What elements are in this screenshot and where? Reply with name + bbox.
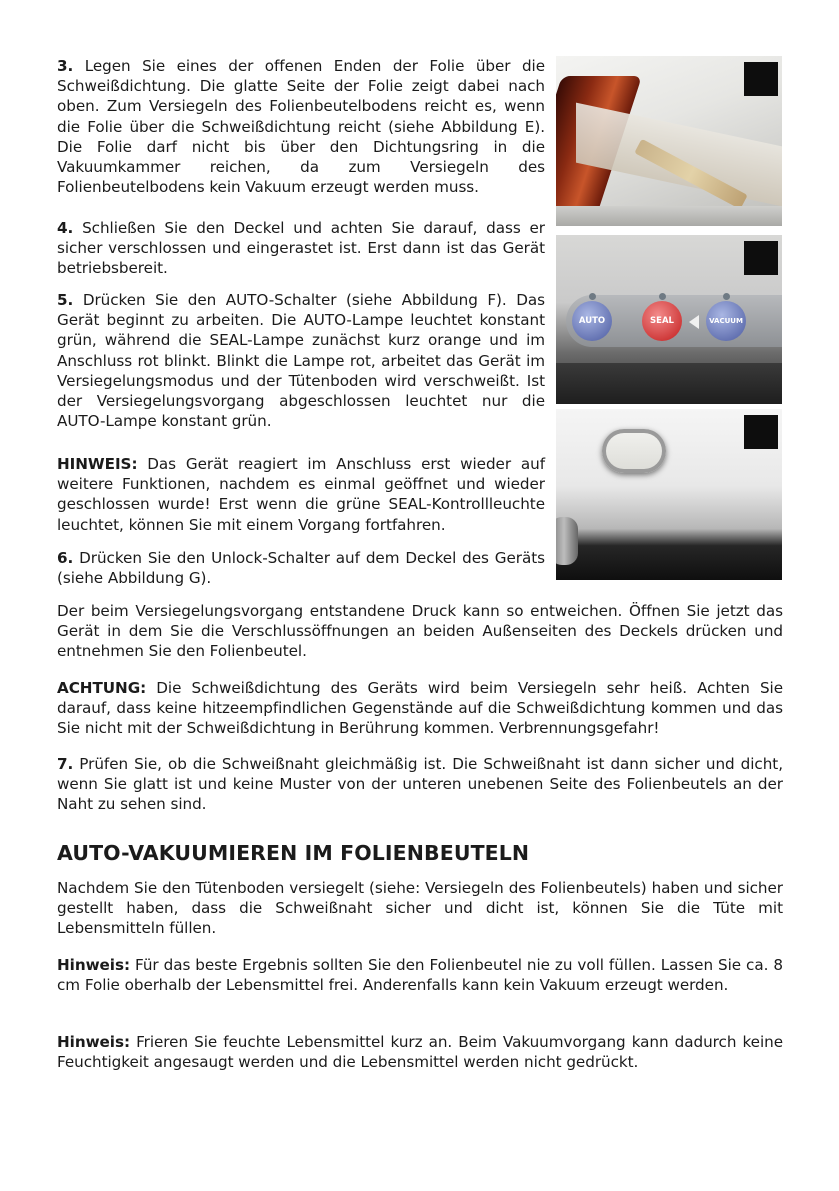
step-text: Drücken Sie den Unlock-Schalter auf dem Deckel des Geräts (siehe Abbildung G). — [57, 549, 545, 588]
auto-button-illustration: AUTO — [572, 301, 612, 341]
figure-f-control-panel — [556, 235, 782, 404]
hint-text: Für das beste Ergebnis sollten Sie den Folienbeutel nie zu voll füllen. Lassen Sie ca. 8 cm Folie oberhalb der Lebensmittel frei. Anderenfalls kann kein Vakuum erzeugt werden. — [57, 956, 783, 995]
step-text: Prüfen Sie, ob die Schweißnaht gleichmäßig ist. Die Schweißnaht ist dann sicher und dicht, wenn Sie glatt ist und keine Muster von der unteren unebenen Seite des Folienbeutels an der Naht zu sehen sind. — [57, 755, 783, 814]
warning-text: Die Schweißdichtung des Geräts wird beim Versiegeln sehr heiß. Achten Sie darauf, dass keine hitzeempfindlichen Gegenstände auf die Schweißdichtung kommen und das Sie nicht mit der Schweißdichtung in Berührung kommen. Verbrennungsgefahr! — [57, 679, 783, 738]
unlock-button-illustration — [602, 429, 666, 473]
step-number: 3. — [57, 57, 74, 75]
hint-paragraph-3 — [57, 1032, 783, 1072]
step-text: Drücken Sie den AUTO-Schalter (siehe Abbildung F). Das Gerät beginnt zu arbeiten. Die AUTO-Lampe leuchtet konstant grün, während die SEAL-Lampe zunächst kurz orange und im Anschluss rot blinkt. Blinkt die Lampe rot, arbeitet das Gerät im Versiegelungsmodus und der Tütenboden wird verschweißt. Ist der Versiegelungsvorgang abgeschlossen leuchtet nur die AUTO-Lampe konstant grün. — [57, 291, 546, 431]
step-text: Schließen Sie den Deckel und achten Sie darauf, dass er sicher verschlossen und eingerastet ist. Erst dann ist das Gerät betriebsbereit. — [57, 219, 545, 278]
figure-label-box — [744, 241, 778, 275]
seal-led-icon — [659, 293, 666, 300]
arrow-left-icon — [689, 315, 699, 329]
hint-text: Frieren Sie feuchte Lebensmittel kurz an. Beim Vakuumvorgang kann dadurch keine Feuchtigkeit angesaugt werden und die Lebensmittel werden nicht gedrückt. — [57, 1033, 783, 1072]
warning-paragraph — [57, 678, 783, 739]
hint-paragraph — [57, 454, 545, 535]
step-number: 6. — [57, 549, 74, 567]
step-6-continuation: Der beim Versiegelungsvorgang entstandene Druck kann so entweichen. Öffnen Sie jetzt das Gerät in dem Sie die Verschlussöffnungen an beiden Außenseiten des Deckels drücken und entnehmen Sie den Folienbeutel. — [57, 602, 783, 661]
vacuum-chamber-illustration — [576, 103, 782, 210]
step-number: 5. — [57, 291, 74, 309]
auto-led-icon — [589, 293, 596, 300]
step-number: 7. — [57, 755, 74, 773]
hint-text: Das Gerät reagiert im Anschluss erst wieder auf weitere Funktionen, nachdem es einmal geöffnet und wieder geschlossen wurde! Erst wenn die grüne SEAL-Kontrollleuchte leuchtet, können Sie mit einem Vorgang fortfahren. — [57, 455, 545, 534]
figure-e-sealing-bar — [556, 56, 782, 226]
hint-label: HINWEIS: — [57, 455, 138, 473]
figure-label-box — [744, 415, 778, 449]
warning-label: ACHTUNG: — [57, 679, 147, 697]
seal-button-illustration: SEAL — [642, 301, 682, 341]
step-text: Legen Sie eines der offenen Enden der Folie über die Schweißdichtung. Die glatte Seite der Folie zeigt dabei nach oben. Zum Versiegeln des Folienbeutelbodens reicht es, wenn die Folie über die Schweißdichtung reicht (siehe Abbildung E). Die Folie darf nicht bis über den Dichtungsring in die Vakuumkammer reichen, da zum Versiegeln des Folienbeutelbodens kein Vakuum erzeugt werden muss. — [57, 57, 545, 197]
vacuum-button-illustration: VACUUM — [706, 301, 746, 341]
hint-label: Hinweis: — [57, 1033, 130, 1051]
step-3-paragraph — [57, 56, 545, 197]
figure-g-unlock-button — [556, 409, 782, 580]
device-edge-illustration — [556, 206, 782, 226]
side-latch-illustration — [556, 517, 578, 565]
step-5-paragraph — [57, 290, 545, 431]
hint-label: Hinweis: — [57, 956, 130, 974]
device-body-illustration — [556, 363, 782, 404]
step-6-paragraph — [57, 548, 545, 588]
section-heading: AUTO-VAKUUMIEREN IM FOLIENBEUTELN — [57, 841, 530, 865]
step-7-paragraph — [57, 754, 783, 815]
section-intro: Nachdem Sie den Tütenboden versiegelt (siehe: Versiegeln des Folienbeutels) haben und sicher gestellt haben, dass die Schweißnaht sicher und dicht ist, können Sie die Tüte mit Lebensmitteln füllen. — [57, 879, 783, 938]
hint-paragraph-2 — [57, 955, 783, 995]
vacuum-led-icon — [723, 293, 730, 300]
figure-label-box — [744, 62, 778, 96]
step-4-paragraph — [57, 218, 545, 279]
step-number: 4. — [57, 219, 74, 237]
